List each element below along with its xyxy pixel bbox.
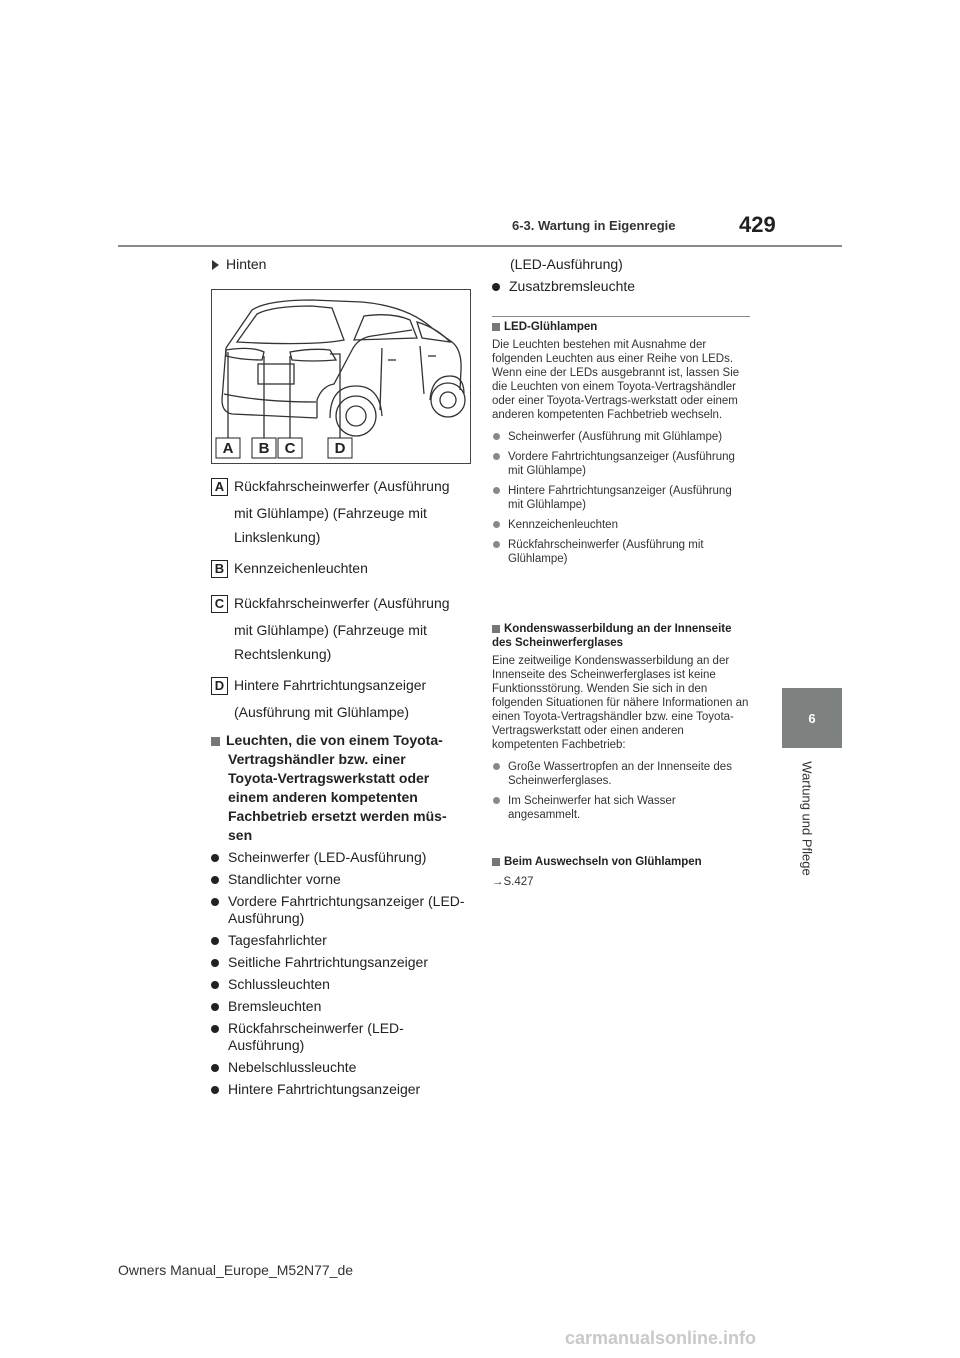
chapter-tab xyxy=(782,688,842,748)
led-section: LED-Glühlampen Die Leuchten bestehen mit Ausnahme der folgenden Leuchten aus einer Reihe von LEDs. Wenn eine der LEDs ausgebrannt ist, lassen Sie die Leuchten von einem Toyota-Vertragshändler oder einer Toyota-Vertrags-werkstatt oder einem anderen kompetenten Fachbetrieb wechseln. Scheinwerfer (Ausführung mit Glühlampe) Vordere Fahrtrichtungsanzeiger (Ausführung mit Glühlampe) Hintere Fahrtrichtungsanzeiger (Ausführung mit Glühlampe) Kennzeichenleuchten Rückfahrscheinwerfer (Ausführung mit Glühlampe) xyxy=(492,320,750,572)
legend-key-b: B xyxy=(211,560,228,578)
callout-a: A xyxy=(222,439,234,457)
section-title: 6-3. Wartung in Eigenregie xyxy=(512,218,676,233)
legend-key-a: A xyxy=(211,478,228,496)
page-reference-link[interactable]: →S.427 xyxy=(492,876,534,888)
list-item: Zusatzbremsleuchte xyxy=(492,278,635,294)
page-number: 429 xyxy=(739,212,776,237)
callout-c: C xyxy=(284,439,296,457)
bullet-icon xyxy=(492,283,500,291)
list-item: Schlussleuchten xyxy=(211,976,471,993)
list-item: Tagesfahrlichter xyxy=(211,932,471,949)
legend-item-c: C Rückfahrscheinwerfer (Ausführung mit Glühlampe) (Fahrzeuge mit Rechtslenkung) xyxy=(211,591,481,666)
condensation-section: Kondenswasserbildung an der Innenseite des Scheinwerferglases Eine zeitweilige Kondenswasserbildung an der Innenseite des Scheinwerferglases ist keine Funktionsstörung. Wenden Sie sich in den folgenden Situationen für nähere Informationen an einen Toyota-Vertragshändler bzw. eine Toyota-Vertragswerkstatt oder einen anderen kompetenten Fachbetrieb: Große Wassertropfen an der Innenseite des Scheinwerferglases. Im Scheinwerfer hat sich Wasser angesammelt. xyxy=(492,623,749,821)
list-item: Hintere Fahrtrichtungsanzeiger xyxy=(211,1081,471,1098)
square-bullet-icon xyxy=(492,323,500,331)
footer-text: Owners Manual_Europe_M52N77_de xyxy=(118,1262,354,1278)
list-continuation: (LED-Ausführung) xyxy=(510,256,623,272)
square-bullet-icon xyxy=(492,858,500,866)
list-item: Scheinwerfer (LED-Ausführung) xyxy=(211,849,471,866)
list-item: Rückfahrscheinwerfer (LED-Ausführung) xyxy=(211,1020,471,1054)
list-item: Seitliche Fahrtrichtungsanzeiger xyxy=(211,954,471,971)
chapter-title: Wartung und Pflege xyxy=(799,761,815,876)
car-rear-illustration xyxy=(211,289,471,464)
replace-list xyxy=(211,849,471,1103)
chapter-number: 6 xyxy=(808,710,816,726)
figure-caption: Hinten xyxy=(212,256,266,272)
header-divider xyxy=(118,245,842,247)
list-item: Bremsleuchten xyxy=(211,998,471,1015)
led-text: Die Leuchten bestehen mit Ausnahme der folgenden Leuchten aus einer Reihe von LEDs. Wenn eine der LEDs ausgebrannt ist, lassen Sie die Leuchten von einem Toyota-Vertragshändler oder einer Toyota-Vertrags-werkstatt oder einem anderen kompetenten Fachbetrieb wechseln. xyxy=(492,339,740,421)
legend-item-b: B Kennzeichenleuchten xyxy=(211,556,481,580)
list-item: Große Wassertropfen an der Innenseite des Scheinwerferglases. xyxy=(492,760,750,788)
triangle-bullet-icon xyxy=(212,260,219,270)
list-item: Standlichter vorne xyxy=(211,871,471,888)
legend-item-a: A Rückfahrscheinwerfer (Ausführung mit Glühlampe) (Fahrzeuge mit Linkslenkung) xyxy=(211,474,481,549)
bulb-section: Beim Auswechseln von Glühlampen →S.427 xyxy=(492,855,750,889)
list-item: Im Scheinwerfer hat sich Wasser angesammelt. xyxy=(492,794,750,822)
list-item: Scheinwerfer (Ausführung mit Glühlampe) xyxy=(492,430,750,444)
legend-key-d: D xyxy=(211,677,228,695)
list-item: Vordere Fahrtrichtungsanzeiger (Ausführung mit Glühlampe) xyxy=(492,450,750,478)
list-item: Kennzeichenleuchten xyxy=(492,518,750,532)
watermark: carmanualsonline.info xyxy=(565,1328,757,1348)
list-item: Vordere Fahrtrichtungsanzeiger (LED-Ausführung) xyxy=(211,893,471,927)
callout-d: D xyxy=(334,439,346,457)
condensation-text: Eine zeitweilige Kondenswasserbildung an der Innenseite des Scheinwerferglases ist keine Funktionsstörung. Wenden Sie sich in den folgenden Situationen für nähere Informationen an einen Toyota-Vertragshändler bzw. eine Toyota-Vertragswerkstatt oder einen anderen kompetenten Fachbetrieb: xyxy=(492,655,749,751)
list-item: Nebelschlussleuchte xyxy=(211,1059,471,1076)
section-divider xyxy=(492,316,750,317)
list-item: Hintere Fahrtrichtungsanzeiger (Ausführung mit Glühlampe) xyxy=(492,484,750,512)
legend-item-d: D Hintere Fahrtrichtungsanzeiger (Ausführung mit Glühlampe) xyxy=(211,673,481,724)
list-item: Rückfahrscheinwerfer (Ausführung mit Glühlampe) xyxy=(492,538,750,566)
callout-b: B xyxy=(258,439,270,457)
legend-key-c: C xyxy=(211,595,228,613)
replace-heading: Leuchten, die von einem Toyota- Vertragshändler bzw. einer Toyota-Vertragswerkstatt oder einem anderen kompetenten Fachbetrieb ersetzt werden müs- sen xyxy=(211,731,467,845)
square-bullet-icon xyxy=(211,737,220,746)
square-bullet-icon xyxy=(492,625,500,633)
